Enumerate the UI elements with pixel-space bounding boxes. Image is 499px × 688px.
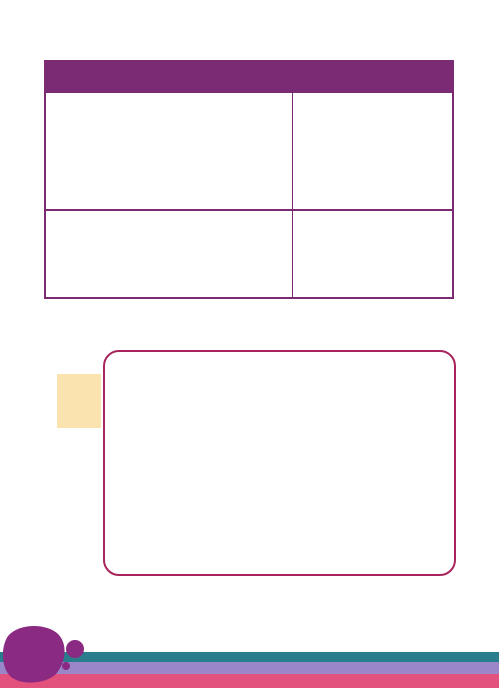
- page-number-splash: [0, 618, 90, 688]
- section-number-five: [53, 368, 103, 430]
- activities-table: [44, 60, 454, 300]
- table-body: [44, 93, 454, 299]
- row-divider: [46, 209, 452, 211]
- closing-content-box: [103, 350, 456, 576]
- top-decorative-band: [0, 0, 499, 62]
- column-divider: [292, 93, 293, 297]
- table-header: [44, 60, 454, 93]
